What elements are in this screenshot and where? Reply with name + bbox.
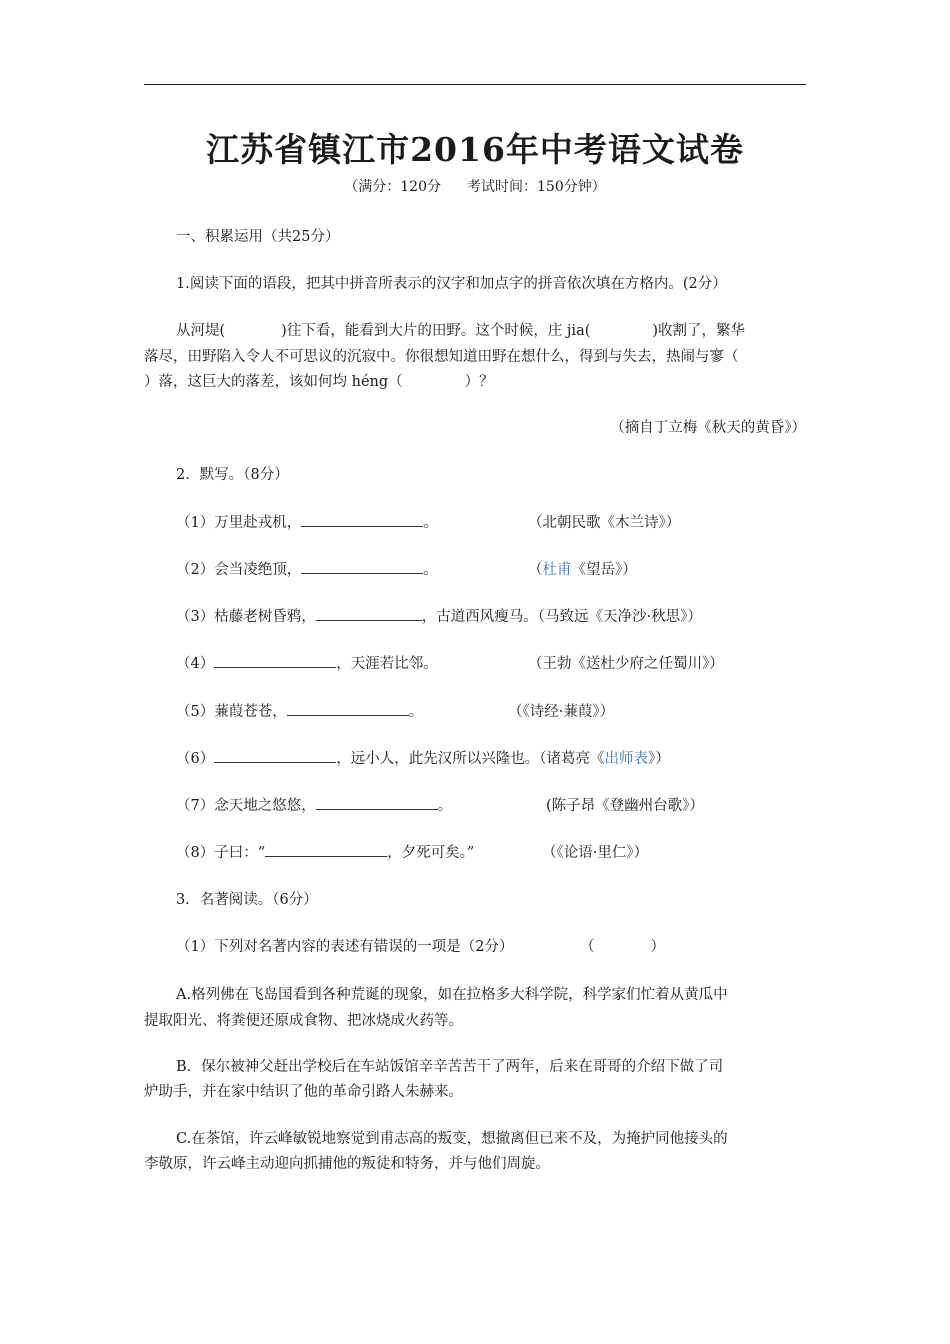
dictation-item: （1）万里赴戎机， 。 xyxy=(176,511,438,532)
fill-blank[interactable] xyxy=(316,795,438,810)
q1-passage-line-1: 从河堤( )往下看，能看到大片的田野。这个时候，庄 jia( )收割了，繁华 xyxy=(176,323,746,339)
fill-blank[interactable] xyxy=(214,653,336,668)
dictation-source: （杜甫《望岳》） xyxy=(528,562,637,578)
dictation-item: （7）念天地之悠悠， 。 xyxy=(176,794,452,815)
dictation-item: （4） ，天涯若比邻。 xyxy=(176,652,438,673)
fill-blank[interactable] xyxy=(301,559,423,574)
dictation-source: （《论语·里仁》） xyxy=(542,845,649,861)
fill-blank[interactable] xyxy=(301,512,423,527)
option-c-line-1: C.在茶馆，许云峰敏锐地察觉到甫志高的叛变，想撤离但已来不及，为掩护同他接头的 xyxy=(176,1131,728,1147)
dictation-source: (陈子昂《登幽州台歌》） xyxy=(546,798,704,814)
fill-blank[interactable] xyxy=(287,701,409,716)
dictation-item: （5）蒹葭苍苍， 。 xyxy=(176,700,423,721)
dictation-item: （8）子曰：“ ，夕死可矣。” xyxy=(176,841,474,862)
score-info: （满分：120分 xyxy=(344,179,441,195)
q1-passage-line-3: ）落，这巨大的落差，该如何均 héng（ ）？ xyxy=(144,374,494,390)
q3-sub1: （1）下列对名著内容的表述有错误的一项是（2分） xyxy=(176,939,514,955)
exam-subtitle xyxy=(144,176,806,196)
fill-blank[interactable] xyxy=(316,606,422,621)
dictation-source: （王勃《送杜少府之任蜀川》） xyxy=(528,656,724,672)
question-1-prompt: 1.阅读下面的语段，把其中拼音所表示的汉字和加点字的拼音依次填在方格内。(2分） xyxy=(176,276,727,292)
option-b-line-2: 炉助手，并在家中结识了他的革命引路人朱赫来。 xyxy=(144,1084,463,1100)
dictation-source: （北朝民歌《木兰诗》） xyxy=(528,515,681,531)
question-3-prompt: 3．名著阅读。（6分） xyxy=(176,892,318,908)
dictation-item: （2）会当凌绝顶， 。 xyxy=(176,558,438,579)
question-2-prompt: 2．默写。（8分） xyxy=(176,467,289,483)
q1-passage-line-2: 落尽，田野陷入令人不可思议的沉寂中。你很想知道田野在想什么，得到与失去，热闹与寥（ xyxy=(144,349,739,365)
exam-title: 江苏省镇江市2016年中考语文试卷 xyxy=(206,130,744,169)
option-b-line-1: B．保尔被神父赶出学校后在车站饭馆辛辛苦苦干了两年，后来在哥哥的介绍下做了司 xyxy=(176,1059,724,1075)
q3-answer-paren[interactable]: （ ） xyxy=(580,939,665,955)
header-rule xyxy=(144,84,806,85)
text-link[interactable]: 出师表 xyxy=(604,751,648,767)
dictation-item: （3）枯藤老树昏鸦， ，古道西风瘦马。（马致远《天净沙·秋思》） xyxy=(176,605,702,626)
option-c-line-2: 李敬原，许云峰主动迎向抓捕他的叛徒和特务，并与他们周旋。 xyxy=(144,1156,550,1172)
section-heading: 一、积累运用（共25分） xyxy=(176,229,340,245)
fill-blank[interactable] xyxy=(265,842,387,857)
time-info: 考试时间：150分钟） xyxy=(467,179,606,195)
fill-blank[interactable] xyxy=(214,748,336,763)
dictation-source: （《诗经·蒹葭》） xyxy=(508,704,615,720)
q1-source: （摘自丁立梅《秋天的黄昏》） xyxy=(610,420,806,436)
dictation-item: （6） ，远小人，此先汉所以兴隆也。（诸葛亮《出师表》） xyxy=(176,747,670,768)
option-a-line-1: A.格列佛在飞岛国看到各种荒诞的现象，如在拉格多大科学院，科学家们忙着从黄瓜中 xyxy=(176,987,728,1003)
option-a-line-2: 提取阳光、将粪便还原成食物、把冰烧成火药等。 xyxy=(144,1013,463,1029)
author-link[interactable]: 杜甫 xyxy=(542,562,572,578)
